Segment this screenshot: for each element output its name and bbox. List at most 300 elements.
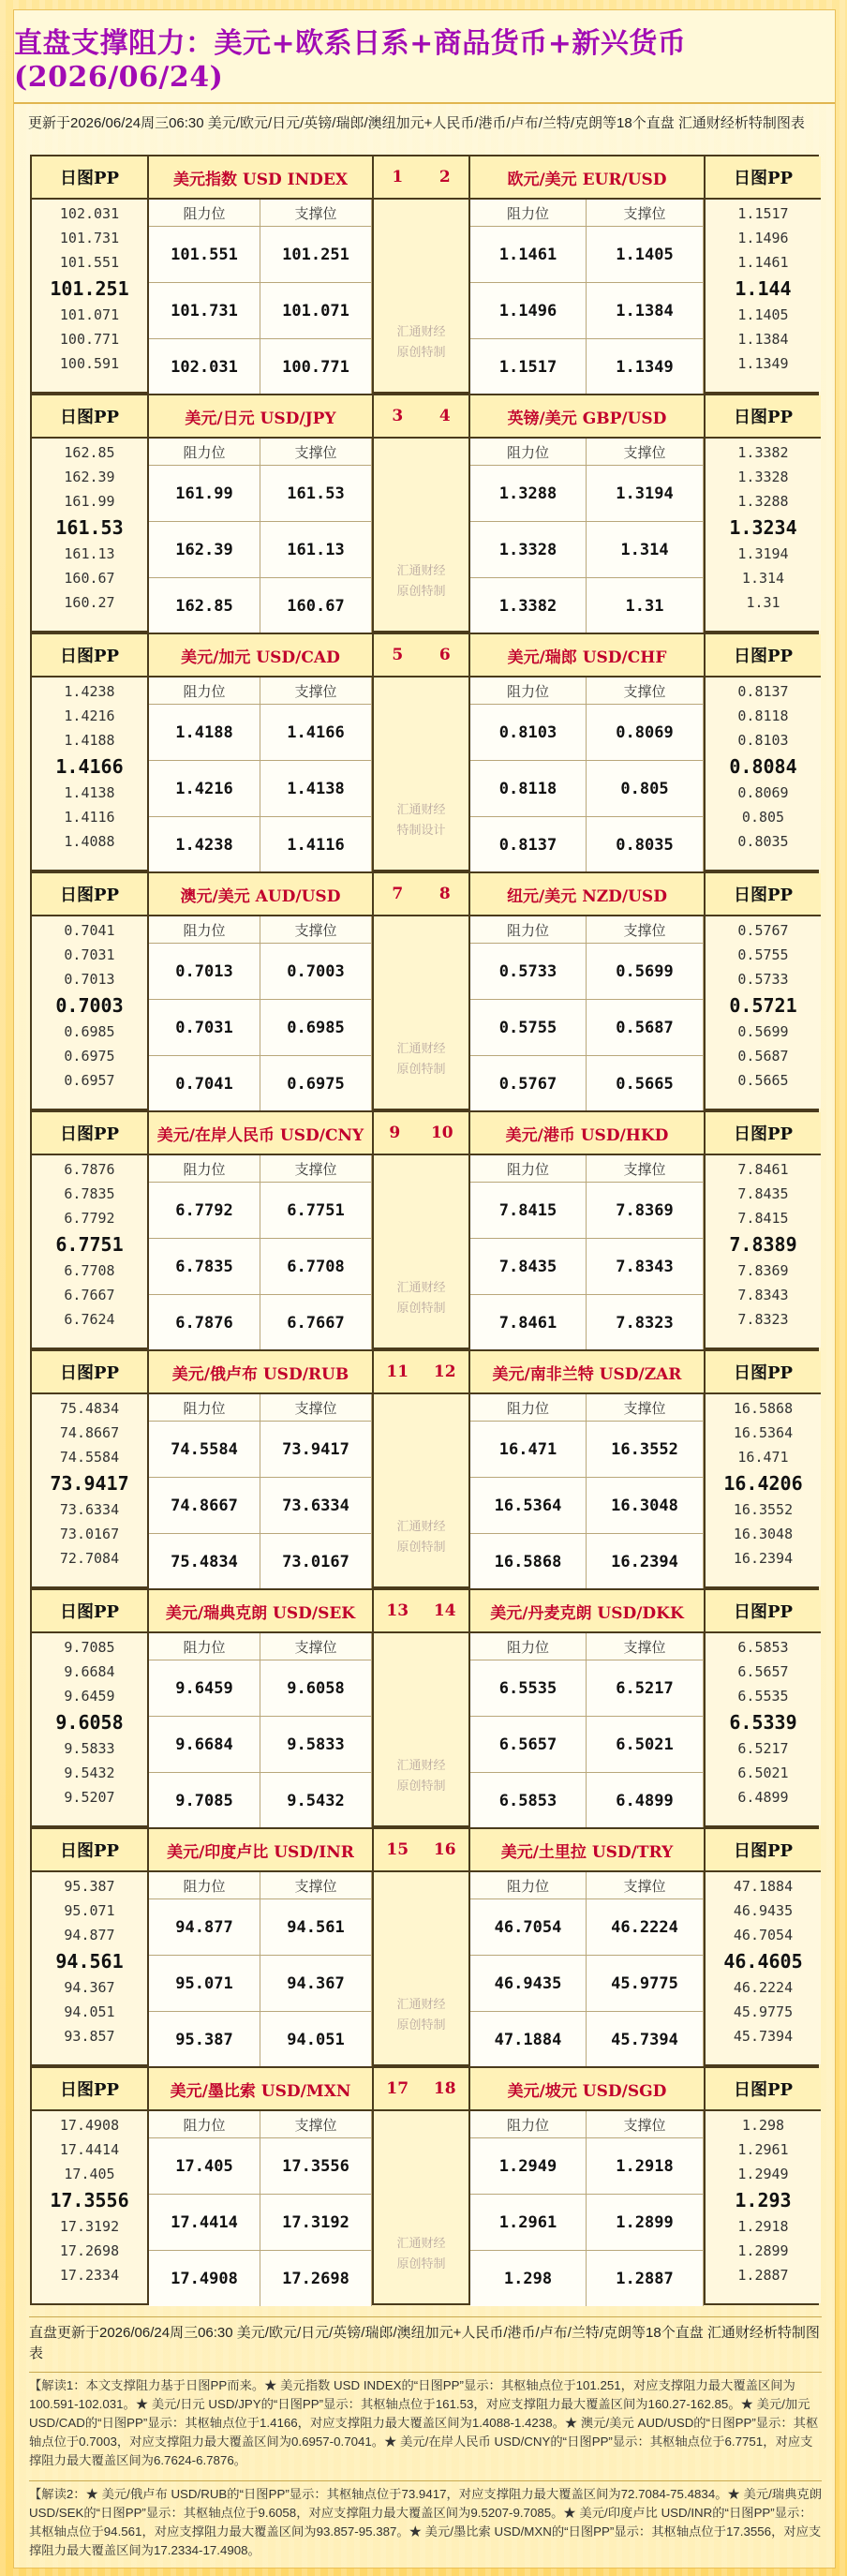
pp-level: 7.8461 (737, 1161, 789, 1178)
support-value: 9.5432 (260, 1772, 372, 1828)
pp-level: 73.6334 (59, 1501, 120, 1518)
resistance-value: 0.7041 (149, 1055, 260, 1111)
right-pair-number: 2 (438, 168, 451, 186)
watermark-line-2: 原创特制 (396, 1779, 446, 1793)
right-daily-pp-column (704, 395, 821, 631)
resistance-value: 95.387 (149, 2011, 260, 2067)
pp-level: 100.591 (59, 355, 120, 372)
resistance-header: 阻力位 (470, 1633, 587, 1660)
pp-level: 6.5217 (737, 1740, 789, 1757)
daily-pp-header: 日图PP (706, 395, 821, 439)
support-value: 73.6334 (260, 1477, 372, 1533)
support-header: 支撑位 (260, 439, 372, 465)
support-value: 6.7708 (260, 1238, 372, 1294)
pivot-point: 0.7003 (55, 994, 124, 1017)
pp-level: 17.4908 (59, 2117, 120, 2134)
pp-level: 17.2334 (59, 2267, 120, 2284)
support-value: 7.8369 (587, 1182, 704, 1238)
support-value: 16.2394 (587, 1533, 704, 1589)
pivot-point: 17.3556 (50, 2189, 129, 2211)
resistance-value: 47.1884 (470, 2011, 587, 2067)
support-value: 0.5665 (587, 1055, 704, 1111)
right-pair-table (470, 2068, 704, 2303)
pp-level: 1.1405 (737, 306, 789, 323)
resistance-value: 0.5755 (470, 999, 587, 1055)
watermark (374, 1038, 468, 1080)
right-pair-number: 16 (433, 1840, 456, 1859)
pair-numbers (374, 634, 468, 678)
pp-level: 6.7624 (64, 1311, 115, 1328)
pivot-point: 94.561 (55, 1950, 124, 1973)
daily-pp-header: 日图PP (706, 634, 821, 678)
pair-title: 美元/港币 USD/HKD (470, 1112, 704, 1155)
support-value: 17.3192 (260, 2194, 372, 2250)
level-cells (470, 704, 704, 873)
daily-pp-header: 日图PP (706, 1112, 821, 1155)
support-value: 7.8323 (587, 1294, 704, 1350)
watermark-line-2: 原创特制 (396, 2256, 446, 2271)
pp-level: 1.4088 (64, 833, 115, 850)
resistance-value: 0.5767 (470, 1055, 587, 1111)
support-value: 161.53 (260, 465, 372, 521)
right-daily-pp-column (704, 156, 821, 392)
daily-pp-list (32, 2111, 147, 2287)
watermark-line-1: 汇通财经 (396, 2236, 446, 2250)
daily-pp-list (32, 1155, 147, 1332)
daily-pp-list (706, 2111, 821, 2287)
resistance-value: 16.5868 (470, 1533, 587, 1589)
daily-pp-header: 日图PP (706, 1590, 821, 1633)
resistance-value: 7.8415 (470, 1182, 587, 1238)
resistance-value: 101.731 (149, 282, 260, 338)
daily-pp-list (706, 1633, 821, 1809)
pp-level: 16.2394 (733, 1550, 794, 1567)
right-daily-pp-column (704, 634, 821, 870)
pp-level: 0.8035 (737, 833, 789, 850)
pairs-grid (30, 155, 819, 2306)
watermark-line-2: 原创特制 (396, 345, 446, 359)
support-value: 1.1349 (587, 338, 704, 395)
left-pair-table (149, 2068, 372, 2303)
pp-level: 7.8323 (737, 1311, 789, 1328)
pp-level: 0.5767 (737, 922, 789, 939)
pp-level: 1.4238 (64, 683, 115, 700)
level-cells (149, 1660, 372, 1829)
daily-pp-list (706, 200, 821, 376)
pp-level: 0.5733 (737, 971, 789, 988)
left-daily-pp-column (32, 156, 149, 392)
support-value: 73.0167 (260, 1533, 372, 1589)
resistance-header: 阻力位 (470, 1394, 587, 1421)
pair-title: 英镑/美元 GBP/USD (470, 395, 704, 439)
pivot-point: 1.144 (735, 277, 792, 300)
pair-title: 美元/坡元 USD/SGD (470, 2068, 704, 2111)
pp-level: 1.1384 (737, 331, 789, 348)
left-pair-number: 11 (386, 1362, 409, 1381)
pp-level: 0.8103 (737, 732, 789, 749)
left-pair-number: 9 (389, 1124, 401, 1142)
support-header: 支撑位 (587, 1872, 704, 1898)
left-pair-table (149, 395, 372, 631)
pp-level: 16.5868 (733, 1400, 794, 1417)
level-cells (470, 1182, 704, 1351)
watermark (374, 1994, 468, 2035)
level-cells (470, 465, 704, 634)
pair-number-column (372, 873, 470, 1109)
resistance-value: 17.4908 (149, 2250, 260, 2306)
pp-level: 1.2949 (737, 2166, 789, 2182)
support-value: 6.7667 (260, 1294, 372, 1350)
pp-level: 1.3382 (737, 444, 789, 461)
right-pair-number: 4 (438, 407, 451, 425)
pair-block (30, 394, 819, 633)
support-header: 支撑位 (587, 200, 704, 226)
left-pair-number: 7 (392, 885, 404, 903)
support-header: 支撑位 (260, 1633, 372, 1660)
pair-block (30, 1349, 819, 1588)
support-value: 6.5021 (587, 1716, 704, 1772)
pp-level: 161.13 (64, 545, 115, 562)
pair-title: 美元/南非兰特 USD/ZAR (470, 1351, 704, 1394)
daily-pp-list (706, 439, 821, 615)
pp-level: 16.5364 (733, 1424, 794, 1441)
pp-level: 6.7835 (64, 1185, 115, 1202)
support-value: 9.5833 (260, 1716, 372, 1772)
support-value: 0.8035 (587, 816, 704, 872)
pp-level: 162.39 (64, 469, 115, 485)
daily-pp-list (32, 1872, 147, 2048)
pp-level: 101.551 (59, 254, 120, 271)
support-value: 1.4166 (260, 704, 372, 760)
resistance-value: 0.7013 (149, 943, 260, 999)
right-daily-pp-column (704, 873, 821, 1109)
resistance-value: 16.471 (470, 1421, 587, 1477)
watermark-line-1: 汇通财经 (396, 324, 446, 338)
pair-block (30, 1588, 819, 1827)
pp-level: 102.031 (59, 205, 120, 222)
pair-numbers (374, 2068, 468, 2111)
daily-pp-list (706, 1394, 821, 1571)
resistance-value: 16.5364 (470, 1477, 587, 1533)
resistance-value: 1.2949 (470, 2137, 587, 2194)
pp-level: 1.4188 (64, 732, 115, 749)
watermark-line-1: 汇通财经 (396, 1997, 446, 2011)
resistance-value: 9.6684 (149, 1716, 260, 1772)
right-pair-table (470, 634, 704, 870)
resistance-value: 1.4188 (149, 704, 260, 760)
pivot-point: 0.5721 (729, 994, 797, 1017)
pp-level: 95.071 (64, 1902, 115, 1919)
pp-level: 46.9435 (733, 1902, 794, 1919)
watermark-line-2: 原创特制 (396, 584, 446, 598)
left-pair-table (149, 1829, 372, 2064)
pp-level: 47.1884 (733, 1878, 794, 1895)
daily-pp-header: 日图PP (32, 873, 147, 916)
pivot-point: 46.4605 (723, 1950, 803, 1973)
pp-level: 6.4899 (737, 1789, 789, 1806)
right-pair-number: 14 (433, 1601, 456, 1620)
pair-title: 纽元/美元 NZD/USD (470, 873, 704, 916)
support-value: 0.7003 (260, 943, 372, 999)
pair-title: 美元指数 USD INDEX (149, 156, 372, 200)
pair-number-column (372, 634, 470, 870)
resistance-value: 1.298 (470, 2250, 587, 2306)
daily-pp-header: 日图PP (706, 156, 821, 200)
pp-level: 1.2961 (737, 2141, 789, 2158)
pair-number-column (372, 1351, 470, 1586)
daily-pp-list (706, 1155, 821, 1332)
daily-pp-list (32, 439, 147, 615)
resistance-value: 1.2961 (470, 2194, 587, 2250)
resistance-header: 阻力位 (470, 2111, 587, 2137)
support-value: 0.8069 (587, 704, 704, 760)
left-daily-pp-column (32, 634, 149, 870)
left-daily-pp-column (32, 395, 149, 631)
right-pair-number: 12 (433, 1362, 456, 1381)
support-value: 1.4116 (260, 816, 372, 872)
watermark-line-1: 汇通财经 (396, 1280, 446, 1294)
pivot-point: 16.4206 (723, 1472, 803, 1495)
daily-pp-header: 日图PP (32, 1590, 147, 1633)
pair-title: 美元/在岸人民币 USD/CNY (149, 1112, 372, 1155)
support-header: 支撑位 (587, 2111, 704, 2137)
left-pair-number: 3 (392, 407, 404, 425)
pair-title: 欧元/美元 EUR/USD (470, 156, 704, 200)
pp-level: 1.1496 (737, 230, 789, 246)
pp-level: 1.2918 (737, 2218, 789, 2235)
left-pair-number: 5 (392, 646, 404, 664)
daily-pp-list (32, 200, 147, 376)
daily-pp-header: 日图PP (32, 1112, 147, 1155)
pp-level: 9.6684 (64, 1663, 115, 1680)
watermark-line-2: 原创特制 (396, 2018, 446, 2032)
support-value: 160.67 (260, 577, 372, 633)
resistance-header: 阻力位 (470, 678, 587, 704)
resistance-value: 1.3382 (470, 577, 587, 633)
right-pair-number: 10 (430, 1124, 453, 1142)
watermark-line-1: 汇通财经 (396, 1041, 446, 1055)
support-header: 支撑位 (260, 1155, 372, 1182)
support-value: 46.2224 (587, 1898, 704, 1955)
support-value: 1.3194 (587, 465, 704, 521)
resistance-value: 17.405 (149, 2137, 260, 2194)
left-daily-pp-column (32, 1351, 149, 1586)
level-cells (149, 226, 372, 395)
resistance-value: 1.4238 (149, 816, 260, 872)
resistance-value: 101.551 (149, 226, 260, 282)
right-pair-number: 6 (438, 646, 451, 664)
pair-block (30, 155, 819, 394)
resistance-value: 95.071 (149, 1955, 260, 2011)
left-pair-number: 15 (386, 1840, 409, 1859)
resistance-header: 阻力位 (149, 1633, 260, 1660)
left-daily-pp-column (32, 1829, 149, 2064)
daily-pp-list (706, 916, 821, 1093)
watermark-line-1: 汇通财经 (396, 563, 446, 577)
level-cells (470, 1898, 704, 2068)
resistance-value: 1.1461 (470, 226, 587, 282)
pair-numbers (374, 395, 468, 439)
daily-pp-header: 日图PP (32, 395, 147, 439)
pair-numbers (374, 1829, 468, 1872)
pp-level: 7.8435 (737, 1185, 789, 1202)
pair-block (30, 1110, 819, 1349)
pp-level: 1.2887 (737, 2267, 789, 2284)
pp-level: 0.6957 (64, 1072, 115, 1089)
pivot-point: 101.251 (50, 277, 129, 300)
pp-level: 94.367 (64, 1979, 115, 1996)
pair-title: 美元/土里拉 USD/TRY (470, 1829, 704, 1872)
pair-title: 美元/印度卢比 USD/INR (149, 1829, 372, 1872)
resistance-value: 162.85 (149, 577, 260, 633)
pp-level: 72.7084 (59, 1550, 120, 1567)
support-value: 17.2698 (260, 2250, 372, 2306)
watermark-line-2: 原创特制 (396, 1540, 446, 1554)
resistance-value: 0.7031 (149, 999, 260, 1055)
resistance-value: 161.99 (149, 465, 260, 521)
daily-pp-list (706, 1872, 821, 2048)
resistance-header: 阻力位 (149, 439, 260, 465)
resistance-header: 阻力位 (149, 678, 260, 704)
support-header: 支撑位 (587, 1394, 704, 1421)
pp-level: 0.7013 (64, 971, 115, 988)
right-daily-pp-column (704, 1112, 821, 1348)
watermark-line-2: 原创特制 (396, 1062, 446, 1076)
pivot-point: 6.7751 (55, 1233, 124, 1256)
interpretation-2: 【解读2：★ 美元/俄卢布 USD/RUB的“日图PP”显示：其枢轴点位于73.9417，对应支撑阻力最大覆盖区间为72.7084-75.4834。★ 美元/瑞典克朗 USD/SEK的“日图PP”显示：其枢轴点位于9.6058，对应支撑阻力最大覆盖区间为9.5207-9.7085。★ 美元/印度卢比 USD/INR的“日图PP”显示：其枢轴点位于94.561，对应支撑阻力最大覆盖区间为93.857-95.387。★ 美元/墨比索 USD/MXN的“日图PP”显示：其枢轴点位于17.3556，对应支撑阻力最大覆盖区间为17.2334-17.4908。 (29, 2480, 822, 2575)
resistance-value: 74.5584 (149, 1421, 260, 1477)
pp-level: 0.5687 (737, 1048, 789, 1065)
support-header: 支撑位 (260, 678, 372, 704)
daily-pp-list (706, 678, 821, 854)
pp-level: 0.8069 (737, 784, 789, 801)
pair-number-column (372, 1829, 470, 2064)
resistance-value: 6.5657 (470, 1716, 587, 1772)
level-cells (149, 1421, 372, 1590)
pp-level: 0.5699 (737, 1023, 789, 1040)
right-daily-pp-column (704, 1829, 821, 2064)
pair-block (30, 871, 819, 1110)
right-pair-number: 8 (438, 885, 451, 903)
pp-level: 9.6459 (64, 1688, 115, 1705)
pivot-point: 1.4166 (55, 755, 124, 778)
resistance-header: 阻力位 (149, 1394, 260, 1421)
level-cells (149, 704, 372, 873)
right-pair-table (470, 1351, 704, 1586)
support-value: 0.5687 (587, 999, 704, 1055)
resistance-value: 0.8103 (470, 704, 587, 760)
level-cells (470, 1660, 704, 1829)
support-header: 支撑位 (260, 1394, 372, 1421)
watermark (374, 2233, 468, 2274)
resistance-value: 7.8461 (470, 1294, 587, 1350)
support-value: 1.2887 (587, 2250, 704, 2306)
left-pair-table (149, 1351, 372, 1586)
pp-level: 46.2224 (733, 1979, 794, 1996)
daily-pp-header: 日图PP (706, 1829, 821, 1872)
pivot-point: 9.6058 (55, 1711, 124, 1734)
pp-level: 162.85 (64, 444, 115, 461)
support-value: 73.9417 (260, 1421, 372, 1477)
watermark (374, 799, 468, 841)
support-header: 支撑位 (260, 200, 372, 226)
left-pair-number: 17 (386, 2079, 409, 2098)
pair-title: 美元/瑞典克朗 USD/SEK (149, 1590, 372, 1633)
pp-level: 17.405 (64, 2166, 115, 2182)
level-cells (149, 465, 372, 634)
pivot-point: 1.3234 (729, 516, 797, 539)
pp-level: 16.3552 (733, 1501, 794, 1518)
resistance-value: 1.1496 (470, 282, 587, 338)
pp-level: 95.387 (64, 1878, 115, 1895)
resistance-header: 阻力位 (149, 200, 260, 226)
right-daily-pp-column (704, 1590, 821, 1825)
support-value: 1.2918 (587, 2137, 704, 2194)
pp-level: 1.3288 (737, 493, 789, 510)
pp-level: 0.6985 (64, 1023, 115, 1040)
support-value: 161.13 (260, 521, 372, 577)
resistance-header: 阻力位 (470, 916, 587, 943)
pp-level: 74.8667 (59, 1424, 120, 1441)
support-value: 6.4899 (587, 1772, 704, 1828)
resistance-value: 75.4834 (149, 1533, 260, 1589)
support-header: 支撑位 (587, 439, 704, 465)
pp-level: 45.9775 (733, 2003, 794, 2020)
support-value: 0.805 (587, 760, 704, 816)
resistance-value: 46.7054 (470, 1898, 587, 1955)
pp-level: 7.8343 (737, 1287, 789, 1303)
pair-block (30, 1827, 819, 2066)
support-value: 100.771 (260, 338, 372, 395)
interpretation-1: 【解读1：本文支撑阻力基于日图PP而来。★ 美元指数 USD INDEX的“日图PP”显示：其枢轴点位于101.251，对应支撑阻力最大覆盖区间为100.591-102.031。★ 美元/日元 USD/JPY的“日图PP”显示：其枢轴点位于161.53，对应支撑阻力最大覆盖区间为160.27-162.85。★ 美元/加元 USD/CAD的“日图PP”显示：其枢轴点位于1.4166，对应支撑阻力最大覆盖区间为1.4088-1.4238。★ 澳元/美元 AUD/USD的“日图PP”显示：其枢轴点位于0.7003，对应支撑阻力最大覆盖区间为0.6957-0.7041。★ 美元/在岸人民币 USD/CNY的“日图PP”显示：其枢轴点位于6.7751，对应支撑阻力最大覆盖区间为6.7624-6.7876。 (29, 2372, 822, 2481)
support-value: 1.31 (587, 577, 704, 633)
watermark-line-2: 特制设计 (396, 823, 446, 837)
resistance-header: 阻力位 (470, 439, 587, 465)
pp-level: 6.7708 (64, 1262, 115, 1279)
left-pair-table (149, 634, 372, 870)
support-header: 支撑位 (260, 916, 372, 943)
left-pair-table (149, 873, 372, 1109)
resistance-header: 阻力位 (470, 1155, 587, 1182)
support-value: 7.8343 (587, 1238, 704, 1294)
support-value: 17.3556 (260, 2137, 372, 2194)
right-pair-table (470, 395, 704, 631)
resistance-header: 阻力位 (149, 1872, 260, 1898)
resistance-value: 0.5733 (470, 943, 587, 999)
page-title: 直盘支撑阻力：美元+欧系日系+商品货币+新兴货币(2026/06/24) (14, 10, 835, 104)
pp-level: 94.051 (64, 2003, 115, 2020)
pair-title: 美元/丹麦克朗 USD/DKK (470, 1590, 704, 1633)
pair-title: 美元/墨比索 USD/MXN (149, 2068, 372, 2111)
pp-level: 1.2899 (737, 2242, 789, 2259)
support-value: 101.251 (260, 226, 372, 282)
pp-level: 1.1349 (737, 355, 789, 372)
resistance-header: 阻力位 (470, 1872, 587, 1898)
pp-level: 1.1517 (737, 205, 789, 222)
pair-block (30, 633, 819, 871)
level-cells (470, 1421, 704, 1590)
support-header: 支撑位 (587, 678, 704, 704)
resistance-value: 162.39 (149, 521, 260, 577)
level-cells (470, 943, 704, 1112)
daily-pp-list (32, 1633, 147, 1809)
pp-level: 0.5665 (737, 1072, 789, 1089)
resistance-value: 6.7792 (149, 1182, 260, 1238)
pair-title: 美元/加元 USD/CAD (149, 634, 372, 678)
support-value: 101.071 (260, 282, 372, 338)
pp-level: 9.5833 (64, 1740, 115, 1757)
resistance-value: 1.3328 (470, 521, 587, 577)
